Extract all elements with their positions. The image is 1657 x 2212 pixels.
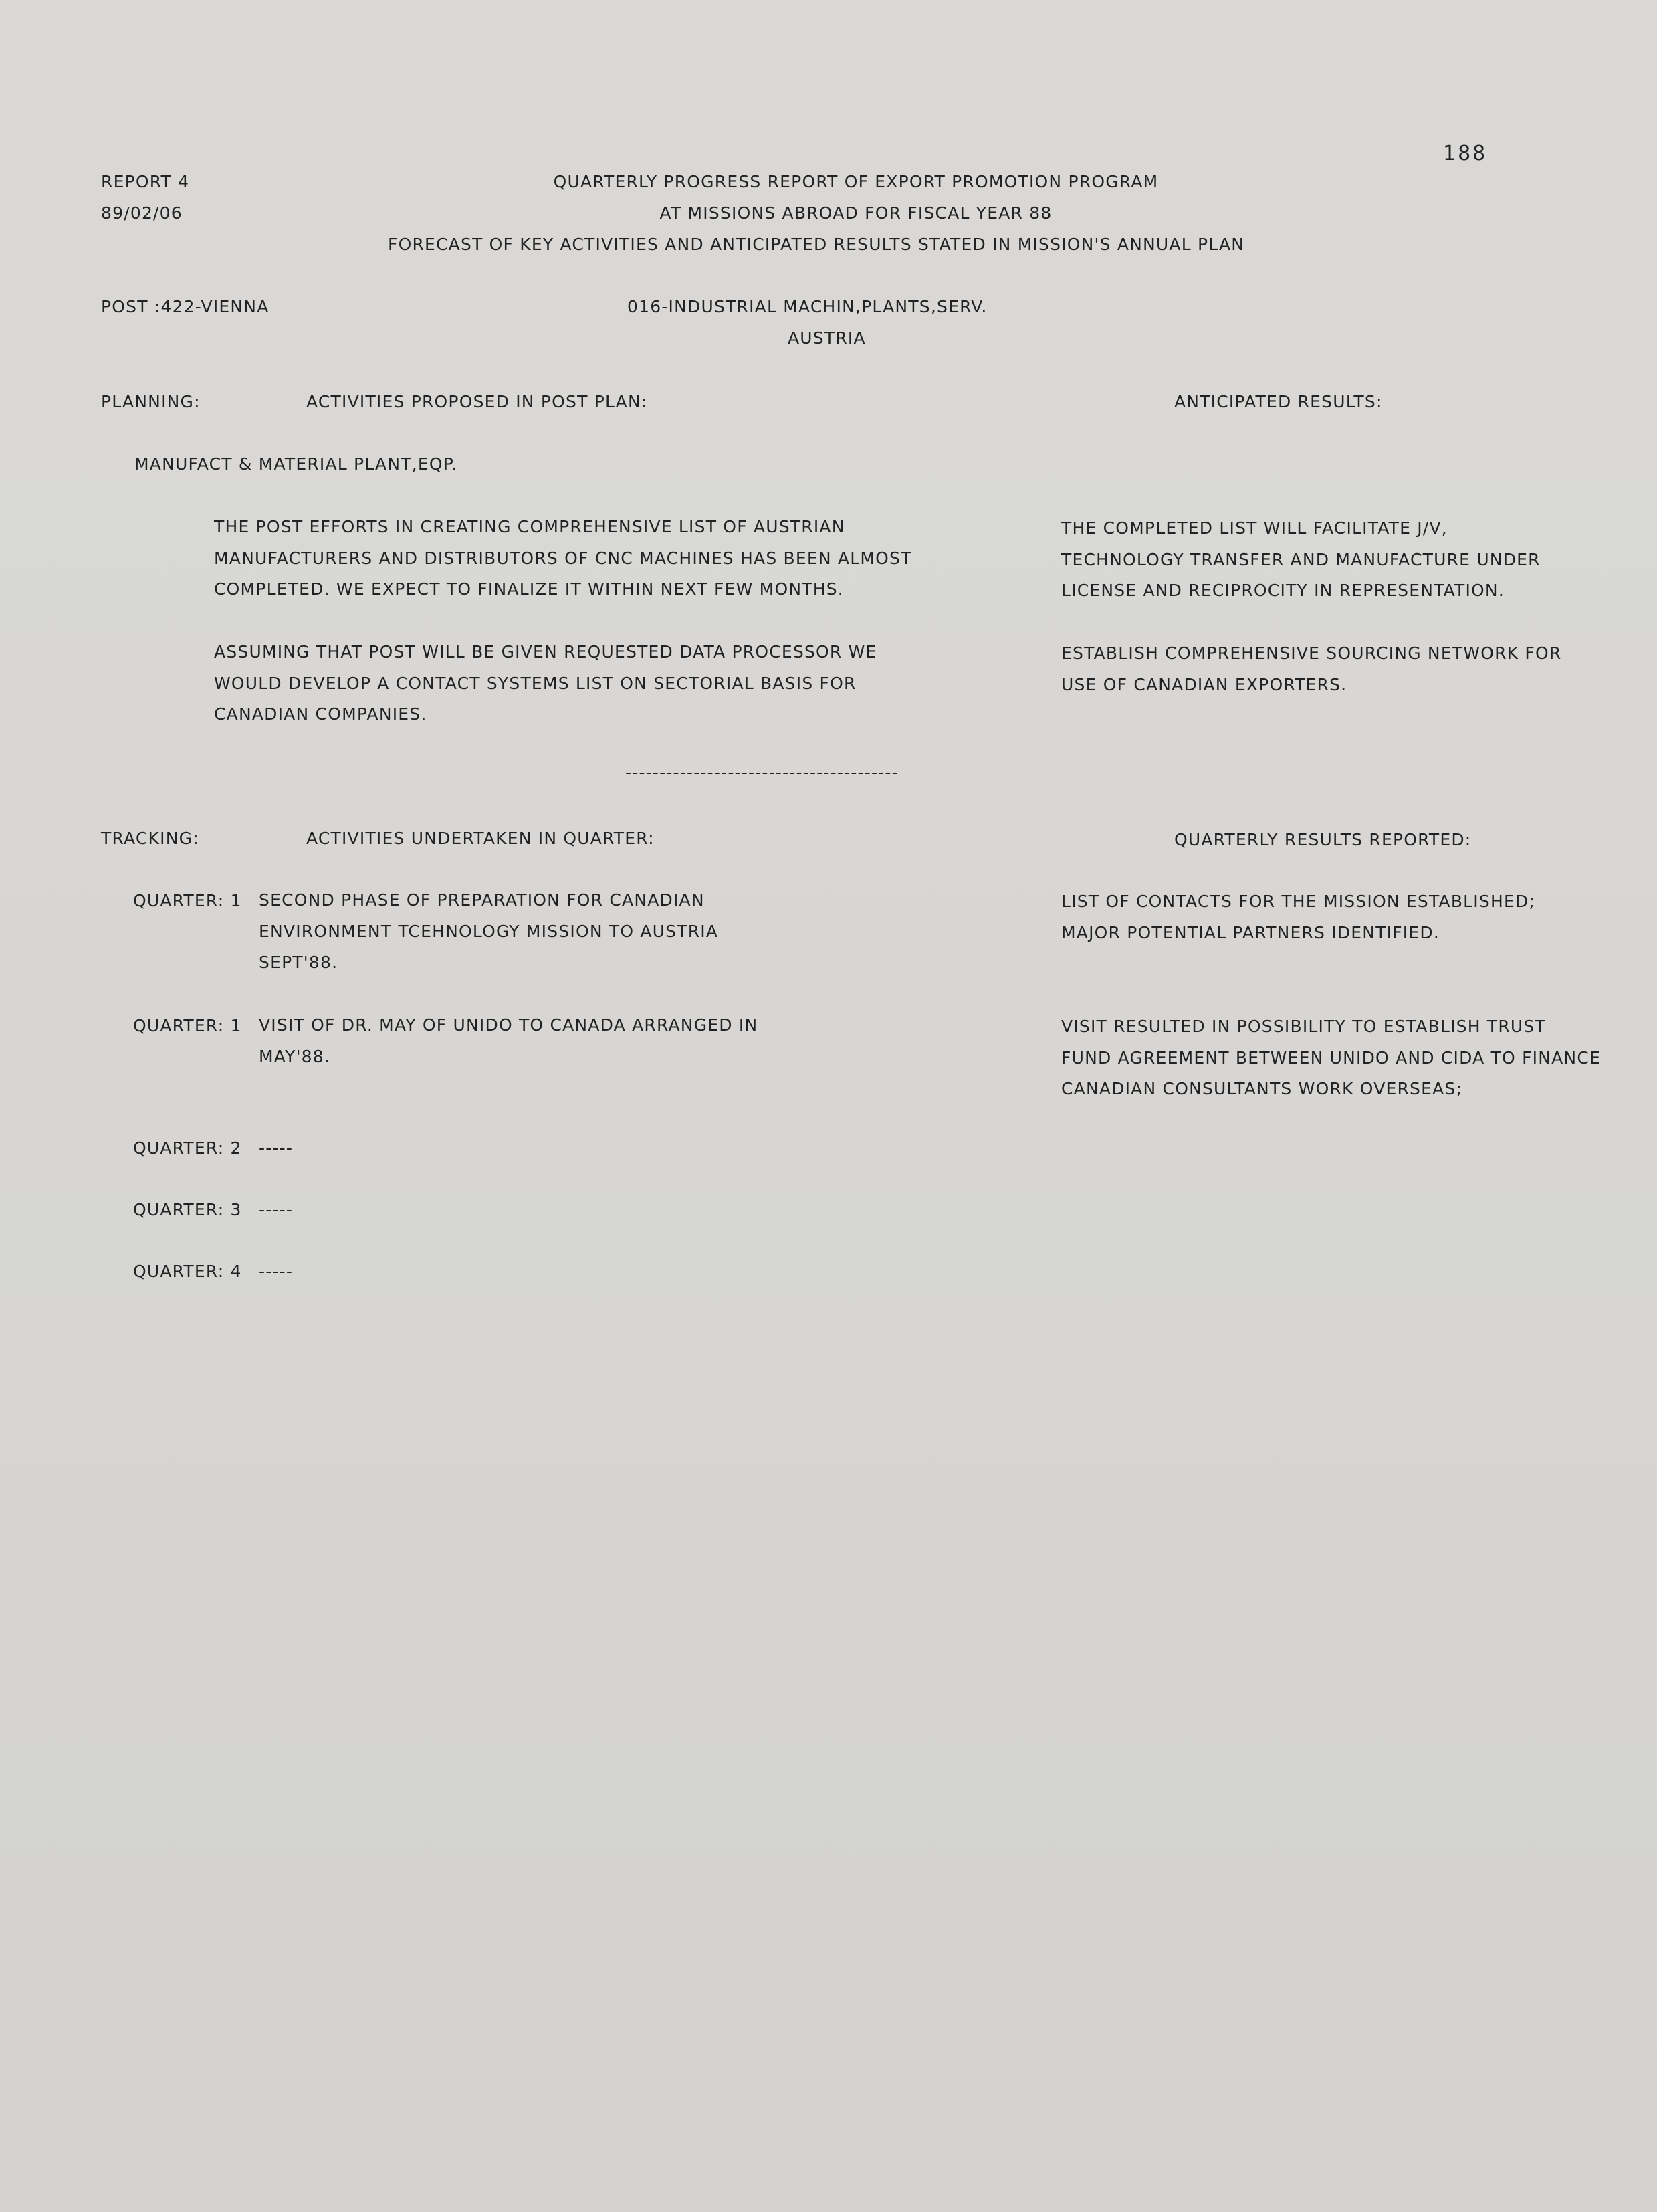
report-title-line2: AT MISSIONS ABROAD FOR FISCAL YEAR 88 (659, 203, 1053, 223)
tracking-activities-header: ACTIVITIES UNDERTAKEN IN QUARTER: (306, 829, 655, 848)
planning-result-line: THE COMPLETED LIST WILL FACILITATE J/V, (1061, 518, 1448, 538)
tracking-result-line: VISIT RESULTED IN POSSIBILITY TO ESTABLISH TRUST (1061, 1017, 1546, 1036)
planning-activity-line: COMPLETED. WE EXPECT TO FINALIZE IT WITHIN NEXT FEW MONTHS. (214, 579, 844, 599)
tracking-quarter-label: QUARTER: 1 (133, 1016, 242, 1035)
planning-activity-line: THE POST EFFORTS IN CREATING COMPREHENSIVE LIST OF AUSTRIAN (214, 517, 845, 536)
section-separator: ---------------------------------------- (625, 763, 899, 782)
tracking-activity-1 (259, 885, 718, 979)
tracking-activity-empty: ----- (259, 1200, 294, 1219)
report-title-line3: FORECAST OF KEY ACTIVITIES AND ANTICIPATED RESULTS STATED IN MISSION'S ANNUAL PLAN (388, 235, 1245, 254)
planning-result-line: TECHNOLOGY TRANSFER AND MANUFACTURE UNDER (1061, 549, 1541, 569)
planning-result-2 (1061, 638, 1561, 700)
planning-activities-header: ACTIVITIES PROPOSED IN POST PLAN: (306, 392, 648, 411)
planning-result-line: USE OF CANADIAN EXPORTERS. (1061, 674, 1347, 694)
tracking-result-2 (1061, 1011, 1601, 1105)
tracking-activity-2 (259, 1010, 758, 1072)
planning-result-line: LICENSE AND RECIPROCITY IN REPRESENTATION. (1061, 581, 1505, 600)
tracking-label: TRACKING: (101, 829, 199, 848)
tracking-result-line: CANADIAN CONSULTANTS WORK OVERSEAS; (1061, 1079, 1463, 1098)
planning-result-1 (1061, 513, 1541, 607)
country-label: AUSTRIA (788, 328, 866, 348)
report-title-line1: QUARTERLY PROGRESS REPORT OF EXPORT PROMOTION PROGRAM (553, 172, 1159, 191)
planning-label: PLANNING: (101, 392, 201, 411)
tracking-result-line: FUND AGREEMENT BETWEEN UNIDO AND CIDA TO FINANCE (1061, 1047, 1601, 1068)
tracking-activity-line: SECOND PHASE OF PREPARATION FOR CANADIAN (259, 890, 705, 910)
planning-activity-2 (214, 637, 877, 730)
tracking-quarter-label: QUARTER: 4 (133, 1262, 242, 1281)
tracking-result-1 (1061, 886, 1535, 948)
tracking-activity-line: VISIT OF DR. MAY OF UNIDO TO CANADA ARRANGED IN (259, 1015, 758, 1035)
tracking-activity-line: SEPT'88. (259, 952, 338, 972)
tracking-activity-empty: ----- (259, 1138, 294, 1158)
page-number: 188 (1443, 142, 1488, 165)
planning-activity-line: WOULD DEVELOP A CONTACT SYSTEMS LIST ON SECTORIAL BASIS FOR (214, 673, 857, 693)
report-number: REPORT 4 (101, 172, 190, 191)
report-date: 89/02/06 (101, 203, 183, 223)
post-label: POST :422-VIENNA (101, 297, 269, 316)
tracking-result-line: LIST OF CONTACTS FOR THE MISSION ESTABLISHED; (1061, 892, 1536, 911)
tracking-activity-line: ENVIRONMENT TCEHNOLOGY MISSION TO AUSTRIA (259, 921, 719, 941)
tracking-quarter-label: QUARTER: 1 (133, 891, 242, 910)
tracking-activity-line: MAY'88. (259, 1046, 331, 1066)
planning-activity-line: ASSUMING THAT POST WILL BE GIVEN REQUESTED DATA PROCESSOR WE (214, 642, 877, 662)
tracking-results-header: QUARTERLY RESULTS REPORTED: (1174, 830, 1472, 849)
planning-results-header: ANTICIPATED RESULTS: (1174, 392, 1383, 411)
tracking-quarter-label: QUARTER: 3 (133, 1200, 242, 1219)
planning-activity-1 (214, 512, 912, 605)
planning-result-line: ESTABLISH COMPREHENSIVE SOURCING NETWORK FOR (1061, 643, 1562, 663)
planning-activity-line: MANUFACTURERS AND DISTRIBUTORS OF CNC MACHINES HAS BEEN ALMOST (214, 548, 912, 568)
planning-activity-line: CANADIAN COMPANIES. (214, 704, 427, 724)
tracking-activity-empty: ----- (259, 1262, 294, 1281)
tracking-quarter-label: QUARTER: 2 (133, 1138, 242, 1158)
sector-label: 016-INDUSTRIAL MACHIN,PLANTS,SERV. (627, 297, 988, 316)
planning-subsector: MANUFACT & MATERIAL PLANT,EQP. (134, 454, 458, 474)
tracking-result-line: MAJOR POTENTIAL PARTNERS IDENTIFIED. (1061, 922, 1440, 942)
